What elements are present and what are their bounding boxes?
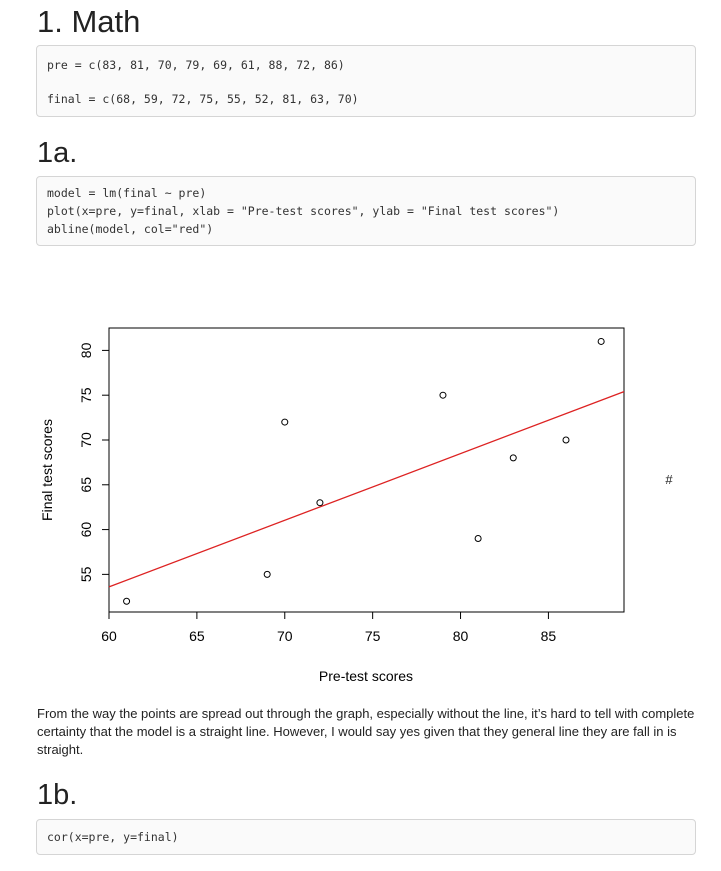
x-tick-label: 75 — [364, 628, 381, 644]
data-point — [317, 500, 323, 506]
y-tick-label: 75 — [78, 387, 94, 403]
code-line: abline(model, col="red") — [47, 222, 214, 236]
regression-line — [109, 392, 624, 587]
code-line: plot(x=pre, y=final, xlab = "Pre-test scores", ylab = "Final test scores") — [47, 204, 560, 218]
y-axis-label: Final test scores — [39, 419, 55, 521]
code-line: pre = c(83, 81, 70, 79, 69, 61, 88, 72, 86) — [47, 58, 345, 72]
code-line: final = c(68, 59, 72, 75, 55, 52, 81, 63, 70) — [47, 92, 359, 106]
x-axis-label: Pre-test scores — [318, 668, 414, 684]
data-point — [598, 338, 604, 344]
data-point — [510, 455, 516, 461]
code-block-cor — [36, 819, 696, 855]
code-line: model = lm(final ~ pre) — [47, 186, 207, 200]
y-tick-label: 80 — [78, 342, 94, 359]
data-points — [124, 338, 605, 604]
y-tick-label: 55 — [78, 566, 94, 583]
section-title: 1. Math — [37, 4, 141, 39]
code-line: cor(x=pre, y=final) — [47, 830, 179, 844]
y-tick-label: 70 — [78, 432, 94, 448]
data-point — [124, 598, 130, 604]
code-block-plot — [36, 176, 696, 246]
interpretation-paragraph: From the way the points are spread out through the graph, especially without the line, it’s hard to tell with complete certainty that the model is a straight line. However, I would say yes given that they general line they are fall in is straight. — [37, 706, 695, 757]
scatter-plot — [0, 280, 721, 700]
x-axis — [101, 612, 556, 644]
x-tick-label: 85 — [540, 628, 557, 644]
code-block-vectors — [36, 45, 696, 117]
x-tick-label: 60 — [101, 628, 117, 644]
y-tick-label: 60 — [78, 521, 94, 538]
data-point — [264, 571, 270, 577]
data-point — [440, 392, 446, 398]
y-axis — [78, 342, 109, 582]
data-point — [475, 536, 481, 542]
y-tick-label: 65 — [78, 476, 94, 493]
x-tick-label: 80 — [452, 628, 469, 644]
x-tick-label: 65 — [189, 628, 205, 644]
side-hash-text: # — [665, 472, 673, 487]
heading-1b: 1b. — [37, 779, 78, 811]
data-point — [282, 419, 288, 425]
x-tick-label: 70 — [276, 628, 293, 644]
data-point — [563, 437, 569, 443]
plot-frame — [109, 328, 624, 612]
heading-1a: 1a. — [37, 137, 78, 169]
